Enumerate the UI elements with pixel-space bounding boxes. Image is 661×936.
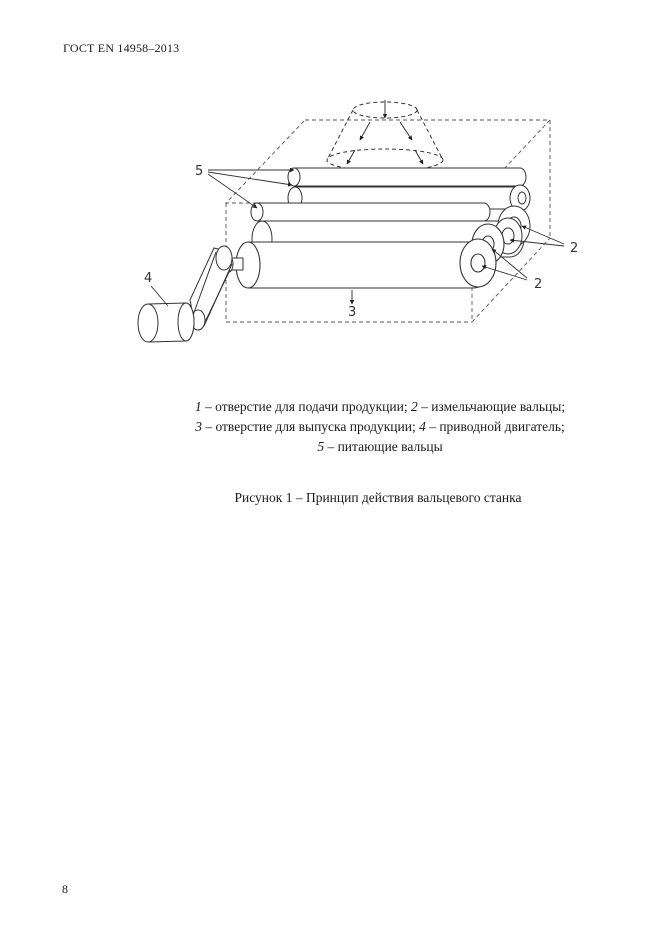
- feed-roller-3: [251, 203, 490, 221]
- legend-num-5: 5: [317, 439, 325, 454]
- document-header: ГОСТ EN 14958–2013: [63, 41, 180, 55]
- roller-mill-diagram: [0, 0, 661, 380]
- callout-3: 3: [348, 305, 357, 320]
- legend-line-2: [100, 417, 660, 437]
- callout-2-upper: 2: [570, 241, 579, 256]
- legend-num-3: 3: [195, 419, 202, 434]
- page-number: 8: [62, 882, 68, 896]
- callout-5: 5: [195, 164, 204, 179]
- callout-4: 4: [144, 271, 153, 286]
- feed-rollers: [251, 168, 530, 221]
- legend-num-4: 4: [419, 419, 426, 434]
- legend-line-3: [100, 437, 660, 457]
- callout-2-lower: 2: [534, 277, 543, 292]
- legend-text-5: – питающие вальцы: [324, 439, 443, 454]
- legend-text-3: – отверстие для выпуска продукции;: [201, 419, 420, 434]
- figure-caption: Рисунок 1 – Принцип действия вальцевого станка: [234, 490, 522, 505]
- legend-num-2: 2: [410, 399, 418, 414]
- legend-text-4: – приводной двигатель;: [425, 419, 565, 434]
- legend-line-1: [100, 397, 660, 417]
- drive-motor: [138, 303, 194, 342]
- legend-text-2: – измельчающие вальцы;: [417, 399, 566, 414]
- drive-assembly: [190, 246, 243, 330]
- legend-text-1: – отверстие для подачи продукции;: [201, 399, 411, 414]
- legend-num-1: 1: [194, 399, 202, 414]
- figure-legend: [100, 397, 660, 457]
- feed-roller-top: [288, 168, 526, 186]
